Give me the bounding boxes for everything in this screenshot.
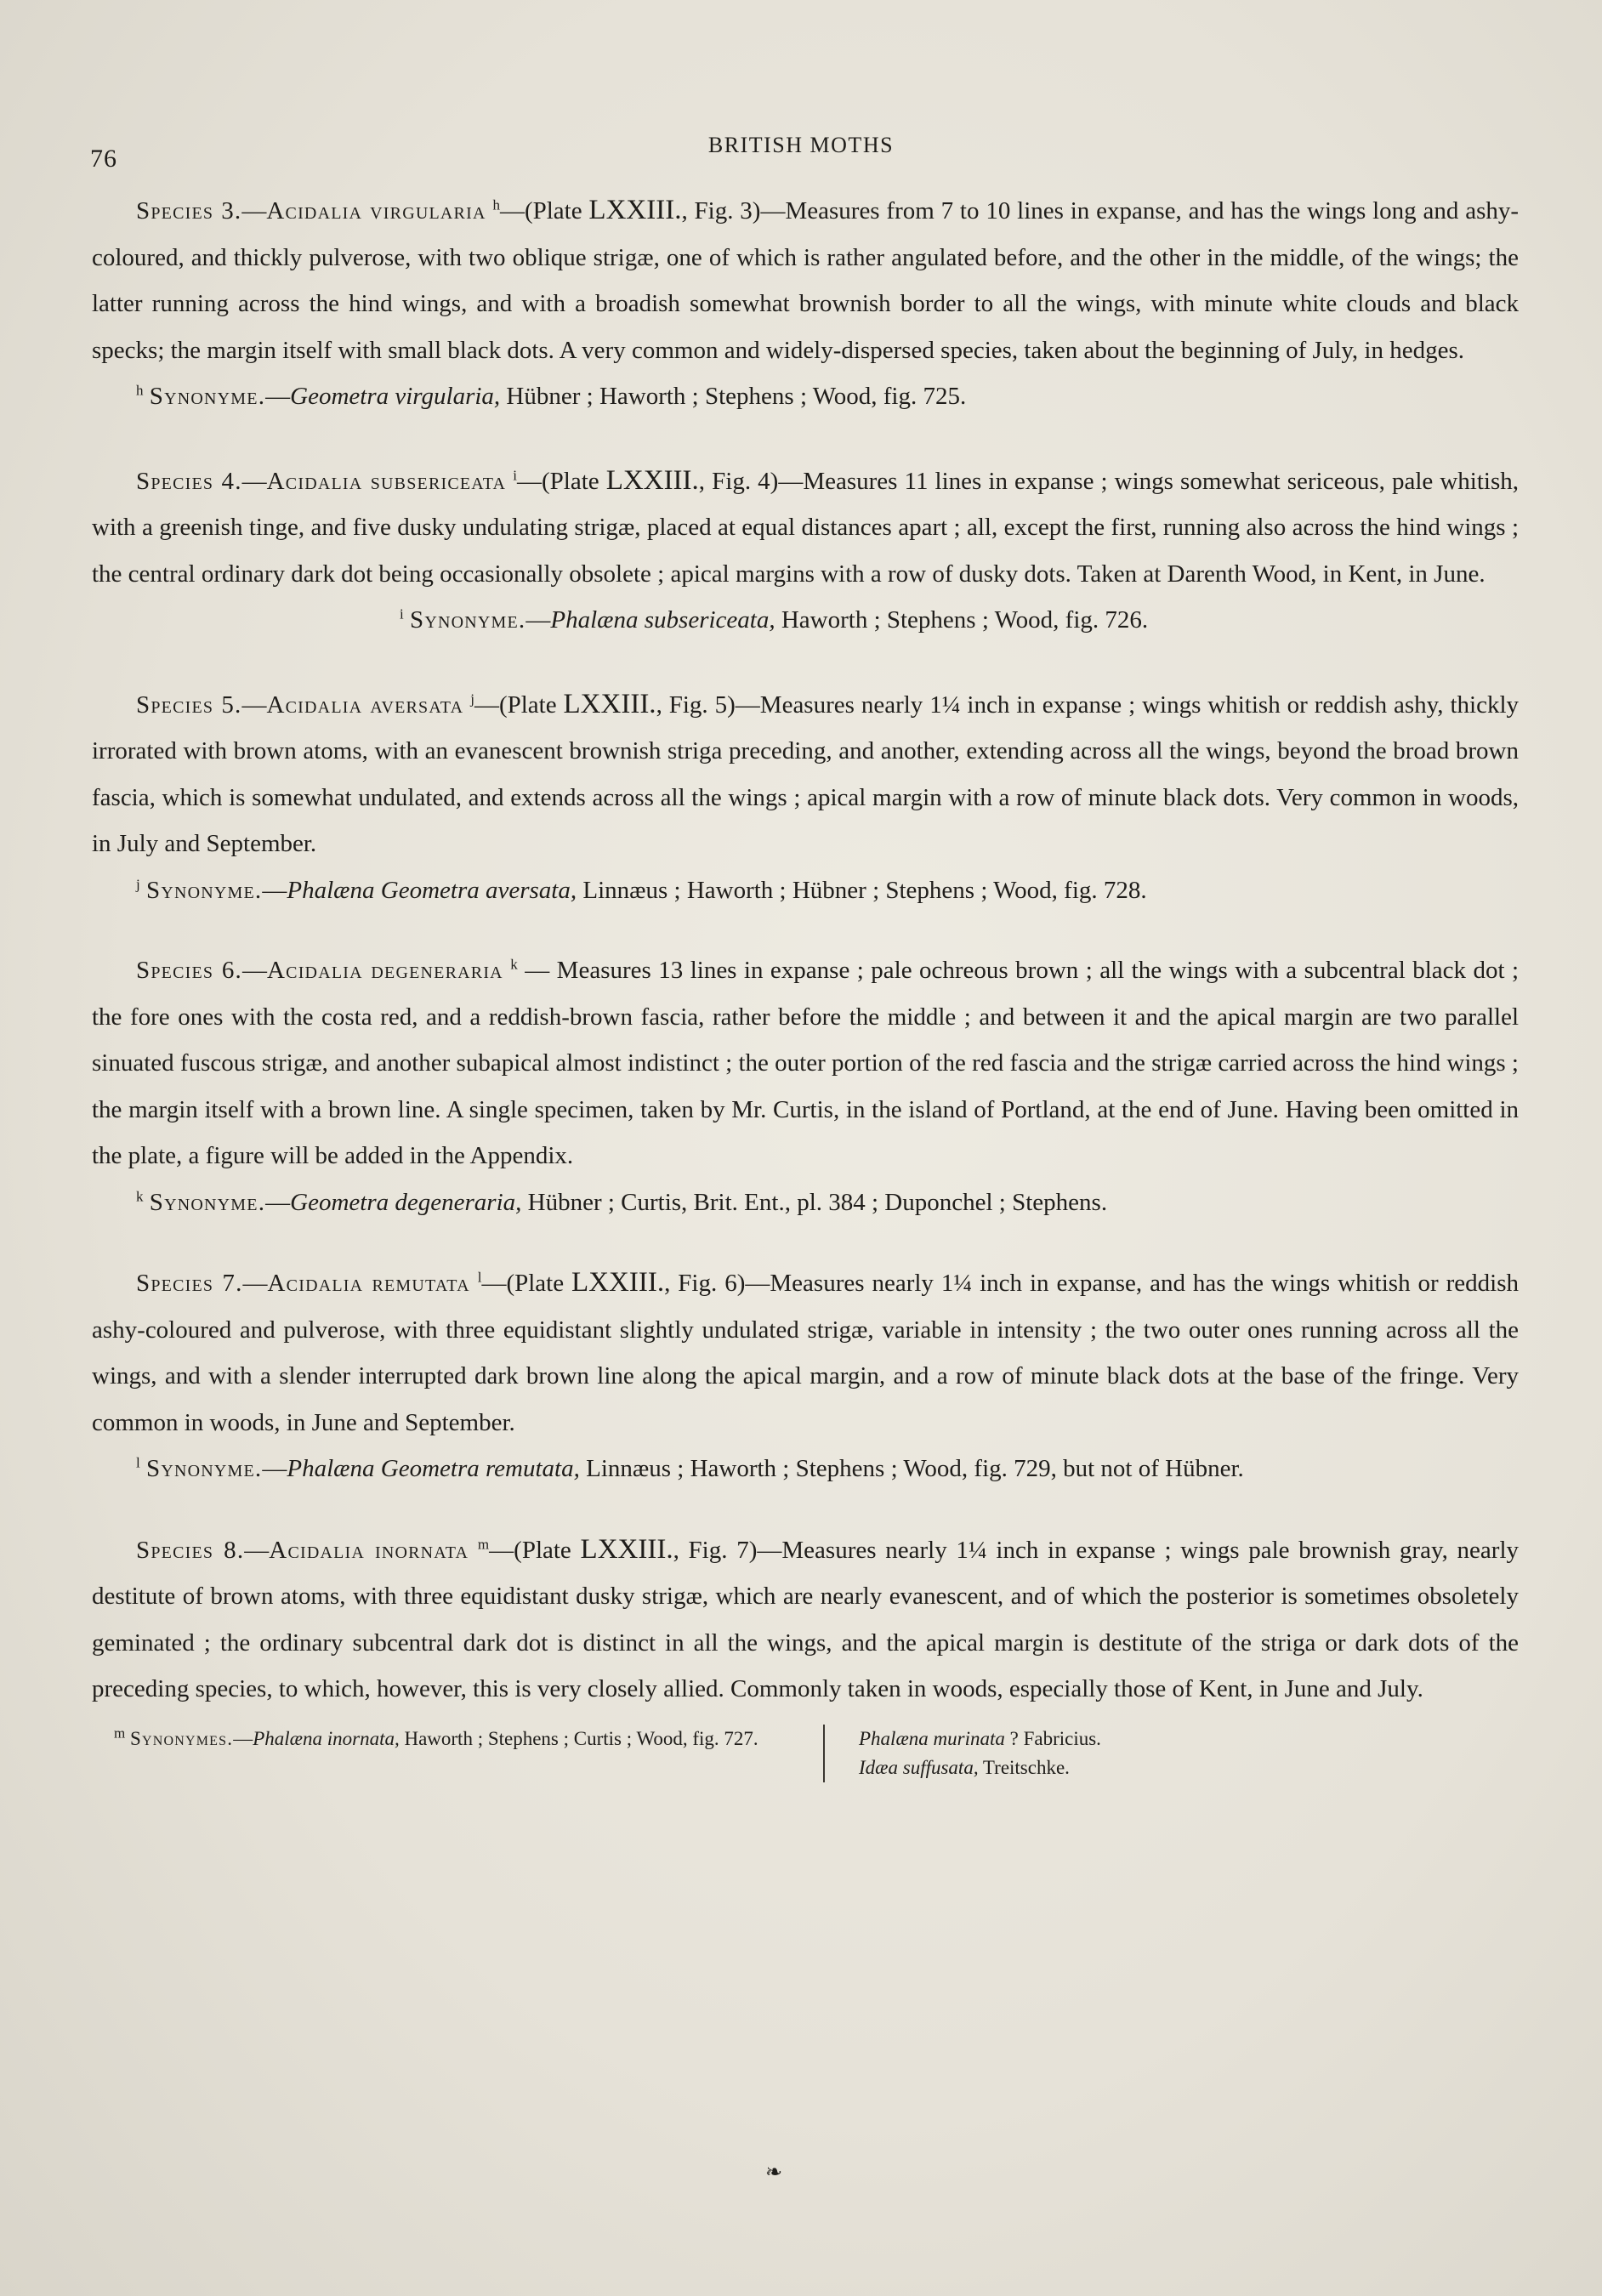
species-paragraph: Species 3.—Acidalia virgularia $^h$—(Plate LXXIII., Fig. 3)—Measures from 7 to 10 lines in expanse, and has the wings long and ashy-coloured, and thickly pulverose, with two oblique strigæ, one of which is rather angulated before, and the other in the middle, of the wings; the latter running across the hind wings, and with a broadish somewhat brownish border to all the wings, with minute white clouds and black specks; the margin itself with small black dots. A very common and widely-dispersed species, taken about the beginning of July, in hedges. [92,195,1520,364]
species-label: Species 8. [136,1536,245,1564]
species-entry [92,947,1519,1225]
synonyme-rest: Haworth ; Stephens ; Curtis ; Wood, fig. 727. [399,1727,758,1749]
synonyme-rest: Hübner ; Curtis, Brit. Ent., pl. 384 ; Duponchel ; Stephens. [521,1188,1108,1216]
species-label: Species 7. [136,1270,243,1297]
synonyme-rest: Hübner ; Haworth ; Stephens ; Wood, fig. 725. [500,383,967,410]
figure-number: 6 [724,1270,737,1297]
species-label: Species 4. [136,467,242,495]
synonyme-footnote: $^k$ Synonyme.—Geometra degeneraria, Hübner ; Curtis, Brit. Ent., pl. 384 ; Duponchel ; Stephens. [136,1187,1108,1216]
footnote-mark: h [492,196,500,213]
species-label: Species 6. [136,957,243,984]
footnote-mark: m [114,1724,126,1741]
plate-number: LXXIII. [580,1533,673,1565]
synonyme-label: Synonyme. [149,383,266,410]
plate-number: LXXIII. [563,688,656,719]
synonyme-rest: Treitschke. [978,1756,1070,1778]
species-paragraph: Species 5.—Acidalia aversata $^j$—(Plate LXXIII., Fig. 5)—Measures nearly 1¼ inch in expanse ; wings whitish or reddish ashy, thickly irrorated with brown atoms, with an evanescent brownish striga preceding, and another, extending across all the wings, beyond the broad brown fascia, which is somewhat undulated, and extends across all the wings ; apical margin with a row of minute black dots. Very common in woods, in July and September. [92,688,1520,857]
species-name: Acidalia degeneraria [267,957,503,984]
species-description: —Measures nearly 1¼ inch in expanse, and has the wings whitish or reddish ashy-coloured and pulverose, with three equidistant slightly undulated strigæ, variable in intensity ; the two outer ones running across all the wings, and with a slender interrupted dark brown line along the apical margin, and a row of minute black dots at the base of the fringe. Very common in woods, in June and September. [92,1270,1520,1436]
species-name: Acidalia virgularia [266,197,486,224]
figure-number: 7 [736,1536,749,1564]
species-name: Acidalia aversata [266,691,464,719]
synonyme-footnote: $^h$ Synonyme.—Geometra virgularia, Hübner ; Haworth ; Stephens ; Wood, fig. 725. [136,382,967,410]
synonymes-label: Synonymes. [129,1727,234,1749]
species-description: —Measures nearly 1¼ inch in expanse ; wings pale brownish gray, nearly destitute of brown atoms, with three equidistant dusky strigæ, which are nearly evanescent, and of which the posterior is sometimes obsoletely geminated ; the ordinary subcentral dark dot is distinct in all the wings, and the apical margin is destitute of the striga or dark dots of the preceding species, to which, however, this is very closely allied. Commonly taken in woods, especially those of Kent, in June and July. [92,1536,1520,1702]
footnote-mark: l [136,1454,140,1471]
synonyme-italic: Phalæna Geometra remutata, [287,1455,580,1482]
species-label: Species 5. [136,691,242,719]
running-title: BRITISH MOTHS [707,133,895,157]
species-entry [92,681,1519,914]
synonymes-footnote [92,1725,1519,1782]
synonyme-label: Synonyme. [149,1188,266,1216]
species-paragraph: Species 4.—Acidalia subsericeata $^i$—(Plate LXXIII., Fig. 4)—Measures 11 lines in expanse ; wings somewhat sericeous, pale whitish, with a greenish tinge, and five dusky undulating strigæ, placed at equal distances apart ; all, except the first, running also across the hind wings ; the central ordinary dark dot being occasionally obsolete ; apical margins with a row of dusky dots. Taken at Darenth Wood, in Kent, in June. [92,464,1519,588]
synonyme-italic: Phalæna murinata [859,1727,1005,1749]
figure-number: 5 [714,691,728,719]
synonyme-italic: Geometra degeneraria, [290,1188,522,1216]
species-description: —Measures 11 lines in expanse ; wings somewhat sericeous, pale whitish, with a greenish tinge, and five dusky undulating strigæ, placed at equal distances apart ; all, except the first, running also across the hind wings ; the central ordinary dark dot being occasionally obsolete ; apical margins with a row of dusky dots. Taken at Darenth Wood, in Kent, in June. [92,467,1519,588]
figure-number: 4 [758,467,770,495]
synonymes-right-column [825,1725,1101,1782]
species-description: —Measures from 7 to 10 lines in expanse, and has the wings long and ashy-coloured, and thickly pulverose, with two oblique strigæ, one of which is rather angulated before, and the other in the middle, of the wings; the latter running across the hind wings, and with a broadish somewhat brownish border to all the wings, with minute white clouds and black specks; the margin itself with small black dots. A very common and widely-dispersed species, taken about the beginning of July, in hedges. [92,197,1520,364]
footnote-mark: h [136,382,144,399]
synonyme-footnote: $^l$ Synonyme.—Phalæna Geometra remutata, Linnæus ; Haworth ; Stephens ; Wood, fig. 729, but not of Hübner. [136,1454,1244,1482]
species-description: — Measures 13 lines in expanse ; pale ochreous brown ; all the wings with a subcentral black dot ; the fore ones with the costa red, and a reddish-brown fascia, rather before the middle ; and between it and the apical margin are two parallel sinuated fuscous strigæ, and another subapical almost indistinct ; the outer portion of the red fascia and the strigæ carried across the hind wings ; the margin itself with a brown line. A single specimen, taken by Mr. Curtis, in the island of Portland, at the end of June. Having been omitted in the plate, a figure will be added in the Appendix. [92,957,1520,1169]
plate-number: LXXIII. [605,464,699,496]
species-description: —Measures nearly 1¼ inch in expanse ; wings whitish or reddish ashy, thickly irrorated with brown atoms, with an evanescent brownish striga preceding, and another, extending across all the wings, beyond the broad brown fascia, which is somewhat undulated, and extends across all the wings ; apical margin with a row of minute black dots. Very common in woods, in July and September. [92,691,1520,857]
footnote-mark: j [136,875,140,892]
species-entry [92,457,1519,644]
synonyme-footnote: $^i$ Synonyme.—Phalæna subsericeata, Haworth ; Stephens ; Wood, fig. 726. [400,605,1149,634]
synonyme-rest: Linnæus ; Haworth ; Stephens ; Wood, fig. 729, but not of Hübner. [579,1455,1244,1482]
species-paragraph: Species 7.—Acidalia remutata $^l$—(Plate LXXIII., Fig. 6)—Measures nearly 1¼ inch in expanse, and has the wings whitish or reddish ashy-coloured and pulverose, with three equidistant slightly undulated strigæ, variable in intensity ; the two outer ones running across all the wings, and with a slender interrupted dark brown line along the apical margin, and a row of minute black dots at the base of the fringe. Very common in woods, in June and September. [92,1267,1520,1436]
synonyme-italic: Phalæna inornata, [253,1727,400,1749]
page-body [92,187,1519,1782]
species-paragraph: Species 6.—Acidalia degeneraria $^k$ — Measures 13 lines in expanse ; pale ochreous brown ; all the wings with a subcentral black dot ; the fore ones with the costa red, and a reddish-brown fascia, rather before the middle ; and between it and the apical margin are two parallel sinuated fuscous strigæ, and another subapical almost indistinct ; the outer portion of the red fascia and the strigæ carried across the hind wings ; the margin itself with a brown line. A single specimen, taken by Mr. Curtis, in the island of Portland, at the end of June. Having been omitted in the plate, a figure will be added in the Appendix. [92,956,1520,1169]
synonyme-italic: Geometra virgularia, [290,383,501,410]
species-entry [92,187,1519,420]
species-name: Acidalia subsericeata [266,467,507,495]
species-entry [92,1526,1519,1782]
page-number: 76 [90,145,117,173]
footnote-mark: j [470,690,474,707]
figure-number: 3 [740,197,753,224]
synonyme-rest: Haworth ; Stephens ; Wood, fig. 726. [775,606,1149,634]
plate-number: LXXIII. [588,195,682,225]
synonyme-italic: Idæa suffusata, [859,1756,979,1778]
synonyme-label: Synonyme. [145,1455,263,1482]
footnote-mark: m [477,1535,490,1552]
species-name: Acidalia remutata [267,1270,470,1297]
synonyme-line [859,1725,1101,1753]
synonyme-label: Synonyme. [145,876,263,904]
species-name: Acidalia inornata [269,1536,469,1564]
footnote-mark: i [400,605,404,622]
footnote-mark: k [136,1187,144,1204]
synonyme-italic: Phalæna Geometra aversata, [287,876,577,904]
footnote-mark: l [477,1269,482,1286]
synonyme-footnote: $^j$ Synonyme.—Phalæna Geometra aversata, Linnæus ; Haworth ; Hübner ; Stephens ; Wood, fig. 728. [136,875,1147,904]
plate-number: LXXIII. [571,1267,665,1298]
synonyme-rest: ? Fabricius. [1004,1727,1101,1749]
synonyme-line [859,1753,1101,1782]
synonyme-label: Synonyme. [409,606,526,634]
species-entry [92,1259,1519,1492]
synonyme-italic: Phalæna subsericeata, [550,606,775,634]
footnote-mark: k [510,956,518,973]
synonymes-left-column: $^m$ Synonymes.—Phalæna inornata, Haworth ; Stephens ; Curtis ; Wood, fig. 727. [92,1725,825,1782]
printer-ornament: ❧ [765,2162,783,2184]
synonyme-rest: Linnæus ; Haworth ; Hübner ; Stephens ; Wood, fig. 728. [577,876,1147,904]
species-paragraph: Species 8.—Acidalia inornata $^m$—(Plate LXXIII., Fig. 7)—Measures nearly 1¼ inch in expanse ; wings pale brownish gray, nearly destitute of brown atoms, with three equidistant dusky strigæ, which are nearly evanescent, and of which the posterior is sometimes obsoletely geminated ; the ordinary subcentral dark dot is distinct in all the wings, and the apical margin is destitute of the striga or dark dots of the preceding species, to which, however, this is very closely allied. Commonly taken in woods, especially those of Kent, in June and July. [92,1533,1520,1702]
footnote-mark: i [513,466,518,483]
species-label: Species 3. [136,197,242,224]
